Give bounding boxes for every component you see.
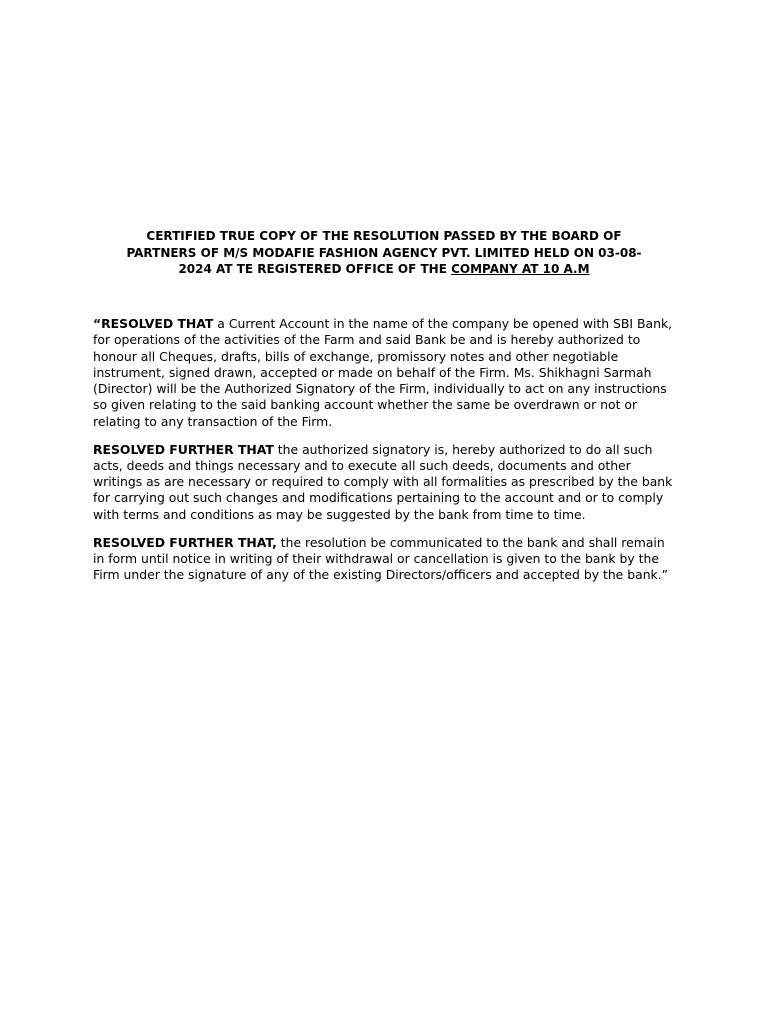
resolution-paragraph-1 xyxy=(93,316,677,430)
heading-line-2: PARTNERS OF M/S MODAFIE FASHION AGENCY PVT. LIMITED HELD ON 03-08- xyxy=(126,245,642,260)
heading-line-3 xyxy=(96,261,672,278)
resolution-paragraph-2 xyxy=(93,442,677,523)
paragraph-2-lead: RESOLVED FURTHER THAT xyxy=(93,441,274,457)
paragraph-2-text: the authorized signatory is, hereby authorized to do all such acts, deeds and things necessary and to execute all such deeds, documents and other writings as are necessary or required to comply with all formalities as prescribed by the bank for carrying out such changes and modifications pertaining to the account and or to comply with terms and conditions as may be suggested by the bank from time to time. xyxy=(93,441,673,522)
paragraph-1-lead: “RESOLVED THAT xyxy=(93,316,214,331)
heading-line-3-underlined: COMPANY AT 10 A.M xyxy=(451,262,590,276)
heading-line-3-text: 2024 AT TE REGISTERED OFFICE OF THE xyxy=(178,262,452,276)
resolution-heading xyxy=(96,228,672,278)
heading-line-1: CERTIFIED TRUE COPY OF THE RESOLUTION PASSED BY THE BOARD OF xyxy=(146,229,622,243)
paragraph-3-lead: RESOLVED FURTHER THAT, xyxy=(93,534,277,550)
resolution-paragraph-3 xyxy=(93,535,677,584)
paragraph-3-text: the resolution be communicated to the bank and shall remain in form until notice in writing of their withdrawal or cancellation is given to the bank by the Firm under the signature of any of the existing Directors/officers and accepted by the bank.” xyxy=(93,534,669,583)
paragraph-1-text: a Current Account in the name of the company be opened with SBI Bank, for operations of the activities of the Farm and said Bank be and is hereby authorized to honour all Cheques, drafts, bills of exchange, promissory notes and other negotiable instrument, signed drawn, accepted or made on behalf of the Firm. Ms. Shikhagni Sarmah (Director) will be the Authorized Signatory of the Firm, individually to act on any instructions so given relating to the said banking account whether the same be overdrawn or not or relating to any transaction of the Firm. xyxy=(93,316,673,429)
resolution-body xyxy=(93,316,677,595)
